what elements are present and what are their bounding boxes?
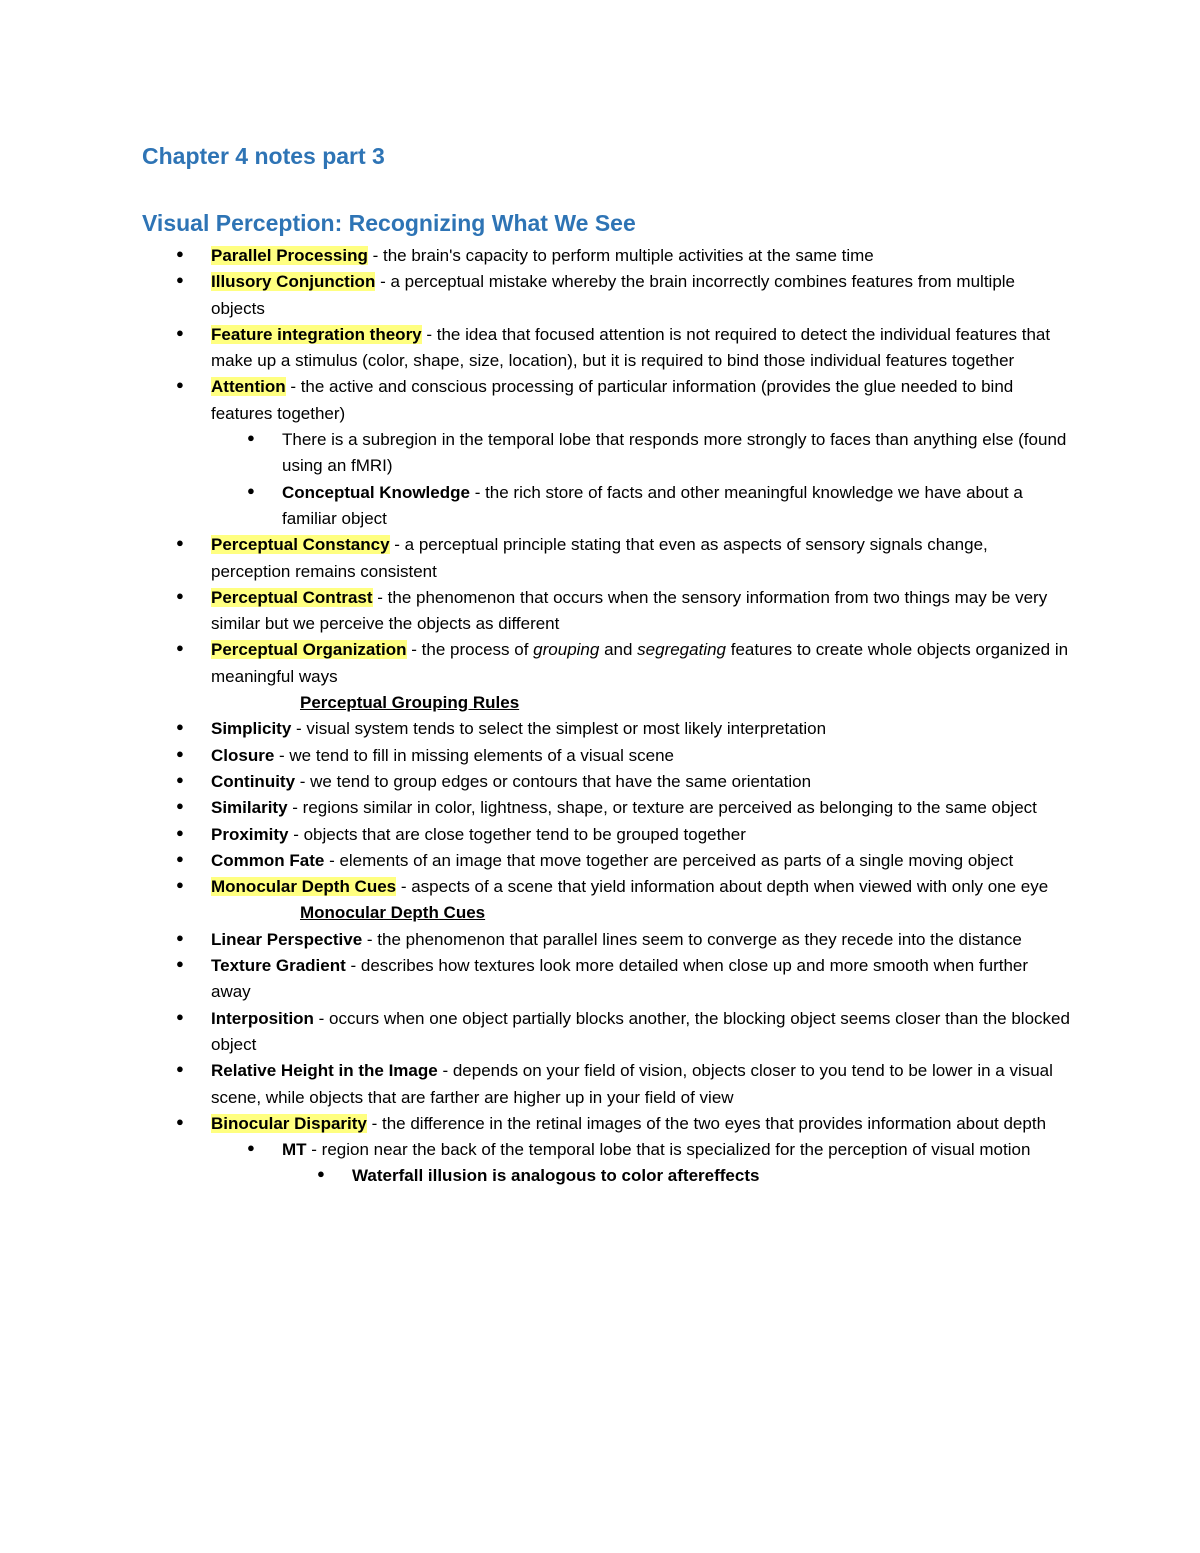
term: Continuity (211, 771, 296, 791)
definition: - the difference in the retinal images of the two eyes that provides information about depth (366, 1113, 1047, 1133)
bullet-icon: ● (176, 535, 184, 551)
definition: - the process of (406, 640, 534, 660)
term-highlighted: Perceptual Contrast (211, 587, 373, 607)
definition: - depends on your field of vision, objects closer to you tend to be lower in a visual scene, while objects that are farther are higher up in your field of view (211, 1061, 1053, 1107)
term-highlighted: Monocular Depth Cues (211, 877, 397, 897)
list-item (176, 927, 1071, 953)
list-item (176, 874, 1071, 900)
definition-emphasis: segregating (637, 640, 726, 660)
bullet-icon: ● (247, 430, 255, 446)
monocular-cues-heading: Monocular Depth Cues (300, 903, 486, 923)
definition: - the idea that focused attention is not required to detect the individual features that make up a stimulus (color, shape, size, location), but it is required to bind those individual features together (211, 324, 1051, 371)
list-item (176, 243, 1071, 269)
bullet-icon: ● (176, 824, 184, 840)
list-item (176, 795, 1071, 821)
term: MT (282, 1140, 307, 1160)
list-item (176, 743, 1071, 769)
bullet-icon: ● (176, 956, 184, 972)
definition: - elements of an image that move together are perceived as parts of a single moving object (324, 850, 1014, 870)
page-title: Chapter 4 notes part 3 (142, 143, 385, 169)
term: Linear Perspective (211, 929, 363, 949)
bullet-icon: ● (176, 1061, 184, 1077)
bullet-icon: ● (176, 850, 184, 866)
definition: - the rich store of facts and other meaningful knowledge we have about a familiar object (282, 482, 1023, 528)
note-text-bold: Waterfall illusion is analogous to color aftereffects (352, 1166, 760, 1186)
sub-sub-list-item (317, 1163, 1072, 1189)
definition: features to create whole objects organized in meaningful ways (211, 640, 1069, 686)
list-item (176, 637, 1071, 690)
definition: - objects that are close together tend to be grouped together (288, 824, 746, 844)
bullet-icon: ● (176, 246, 184, 261)
sub-list-item (247, 1137, 1072, 1163)
term-highlighted: Perceptual Organization (211, 640, 407, 660)
bullet-icon: ● (176, 324, 184, 340)
term: Closure (211, 745, 275, 765)
list-item (176, 1006, 1071, 1059)
term: Proximity (211, 824, 289, 844)
term-highlighted: Feature integration theory (211, 324, 422, 344)
bullet-icon: ● (176, 1113, 184, 1129)
list-item (176, 374, 1071, 427)
bullet-icon: ● (176, 877, 184, 893)
list-item (176, 1058, 1071, 1111)
bullet-icon: ● (176, 640, 184, 656)
notes-list (0, 243, 1200, 1190)
definition: - describes how textures look more detailed when close up and more smooth when further away (211, 956, 1029, 1002)
list-item (176, 716, 1071, 742)
bullet-icon: ● (247, 482, 255, 498)
definition: - the active and conscious processing of particular information (provides the glue needed to bind features together) (211, 377, 1014, 423)
bullet-icon: ● (176, 771, 184, 787)
list-item (176, 822, 1071, 848)
definition: - a perceptual principle stating that even as aspects of sensory signals change, perception remains consistent (211, 535, 988, 581)
term-highlighted: Parallel Processing (211, 246, 368, 265)
term: Relative Height in the Image (211, 1061, 438, 1081)
definition: - visual system tends to select the simplest or most likely interpretation (291, 719, 827, 739)
bullet-icon: ● (176, 745, 184, 761)
term: Common Fate (211, 850, 325, 870)
bullet-icon: ● (317, 1166, 325, 1182)
term-highlighted: Illusory Conjunction (211, 272, 376, 292)
term-highlighted: Perceptual Constancy (211, 535, 390, 555)
definition: - region near the back of the temporal lobe that is specialized for the perception of visual motion (306, 1140, 1031, 1160)
term: Interposition (211, 1008, 314, 1028)
definition: - the phenomenon that occurs when the sensory information from two things may be very similar but we perceive the objects as different (211, 587, 1048, 634)
bullet-icon: ● (176, 377, 184, 393)
sub-list-item (247, 480, 1072, 533)
bullet-icon: ● (247, 1140, 255, 1156)
list-item (176, 953, 1071, 1006)
term: Texture Gradient (211, 956, 346, 976)
bullet-icon: ● (176, 798, 184, 814)
bullet-icon: ● (176, 929, 184, 945)
term-highlighted: Attention (211, 377, 286, 397)
term: Similarity (211, 798, 288, 818)
definition: - we tend to group edges or contours that have the same orientation (295, 771, 812, 791)
definition: - the brain's capacity to perform multiple activities at the same time (367, 246, 874, 265)
definition: and (599, 640, 638, 660)
term: Simplicity (211, 719, 292, 739)
bullet-icon: ● (176, 587, 184, 603)
bullet-icon: ● (176, 1008, 184, 1024)
list-item (176, 585, 1071, 638)
definition: - occurs when one object partially blocks another, the blocking object seems closer than the blocked object (211, 1008, 1070, 1054)
definition: - the phenomenon that parallel lines seem to converge as they recede into the distance (362, 929, 1022, 949)
list-item (176, 532, 1071, 585)
definition: - regions similar in color, lightness, shape, or texture are perceived as belonging to the same object (287, 798, 1037, 818)
grouping-rules-heading: Perceptual Grouping Rules (300, 693, 520, 713)
term-highlighted: Binocular Disparity (211, 1113, 367, 1133)
term: Conceptual Knowledge (282, 482, 470, 502)
list-item (176, 769, 1071, 795)
bullet-icon: ● (176, 719, 184, 735)
bullet-icon: ● (176, 272, 184, 288)
sub-list-item (247, 427, 1072, 480)
definition: - aspects of a scene that yield information about depth when viewed with only one eye (396, 877, 1049, 897)
list-item (176, 269, 1071, 322)
list-item (176, 1111, 1071, 1137)
definition-emphasis: grouping (533, 640, 600, 660)
definition: - we tend to fill in missing elements of a visual scene (274, 745, 674, 765)
note-text: There is a subregion in the temporal lobe that responds more strongly to faces than anything else (found using an fMRI) (282, 430, 1067, 476)
list-item (176, 322, 1071, 375)
section-title: Visual Perception: Recognizing What We See (142, 210, 636, 236)
definition: - a perceptual mistake whereby the brain incorrectly combines features from multiple objects (211, 272, 1016, 318)
list-item (176, 848, 1071, 874)
